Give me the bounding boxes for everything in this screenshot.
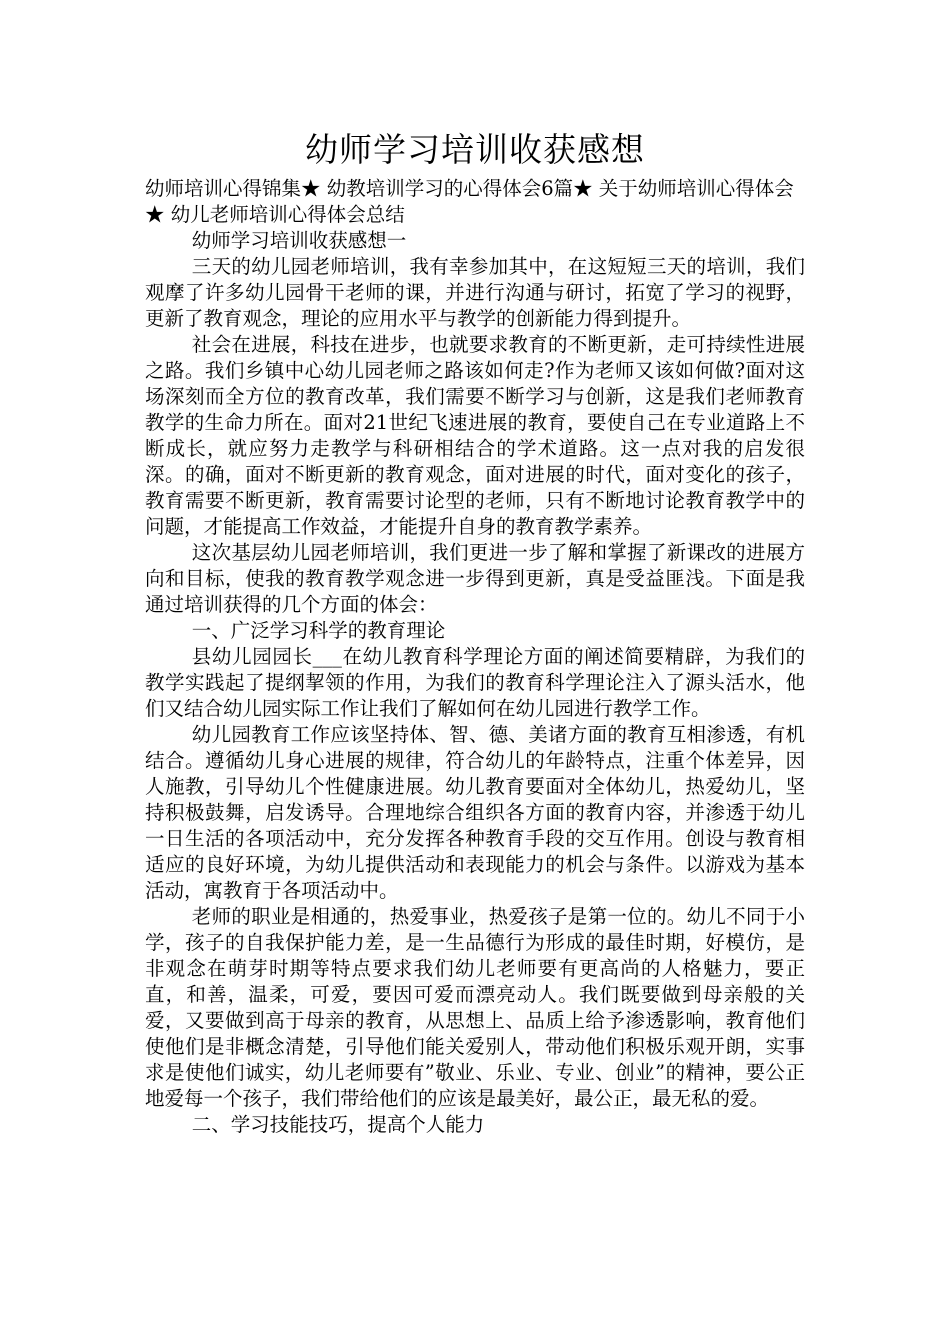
paragraph: 三天的幼儿园老师培训，我有幸参加其中，在这短短三天的培训，我们观摩了许多幼儿园骨干老师的课，并进行沟通与研讨，拓宽了学习的视野，更新了教育观念，理论的应用水平与教学的创新能力得到提升。 <box>145 255 805 330</box>
document-page <box>145 128 805 1138</box>
document-title: 幼师学习培训收获感想 <box>305 130 645 169</box>
section-heading: 二、学习技能技巧，提高个人能力 <box>191 1113 485 1136</box>
section-heading: 一、广泛学习科学的教育理论 <box>191 619 446 642</box>
related-links: 幼师培训心得锦集★ 幼教培训学习的心得体会6篇★ 关于幼师培训心得体会★ 幼儿老师培训心得体会总结 <box>145 177 794 226</box>
paragraph: 幼儿园教育工作应该坚持体、智、德、美诸方面的教育互相渗透，有机结合。遵循幼儿身心进展的规律，符合幼儿的年龄特点，注重个体差异，因人施教，引导幼儿个性健康进展。幼儿教育要面对全体幼儿，热爱幼儿，坚持积极鼓舞，启发诱导。合理地综合组织各方面的教育内容，并渗透于幼儿一日生活的各项活动中，充分发挥各种教育手段的交互作用。创设与教育相适应的良好环境，为幼儿提供活动和表现能力的机会与条件。以游戏为基本活动，寓教育于各项活动中。 <box>145 723 805 902</box>
document-subtitle: 幼师学习培训收获感想一 <box>191 229 407 252</box>
paragraph: 县幼儿园园长___在幼儿教育科学理论方面的阐述简要精辟，为我们的教学实践起了提纲挈领的作用，为我们的教育科学理论注入了源头活水，他们又结合幼儿园实际工作让我们了解如何在幼儿园进行教学工作。 <box>145 645 805 720</box>
paragraph: 老师的职业是相通的，热爱事业，热爱孩子是第一位的。幼儿不同于小学，孩子的自我保护能力差，是一生品德行为形成的最佳时期，好模仿，是非观念在萌芽时期等特点要求我们幼儿老师要有更高尚的人格魅力，要正直，和善，温柔，可爱，要因可爱而漂亮动人。我们既要做到母亲般的关爱，又要做到高于母亲的教育，从思想上、品质上给予渗透影响，教育他们使他们是非概念清楚，引导他们能关爱别人，带动他们积极乐观开朗，实事求是使他们诚实，幼儿老师要有”敬业、乐业、专业、创业”的精神，要公正地爱每一个孩子，我们带给他们的应该是最美好，最公正，最无私的爱。 <box>145 905 805 1110</box>
paragraph: 这次基层幼儿园老师培训，我们更进一步了解和掌握了新课改的进展方向和目标，使我的教育教学观念进一步得到更新，真是受益匪浅。下面是我通过培训获得的几个方面的体会： <box>145 541 805 616</box>
paragraph: 社会在进展，科技在进步，也就要求教育的不断更新，走可持续性进展之路。我们乡镇中心幼儿园老师之路该如何走?作为老师又该如何做?面对这场深刻而全方位的教育改革，我们需要不断学习与创新，这是我们老师教育教学的生命力所在。面对21世纪飞速进展的教育，要使自己在专业道路上不断成长，就应努力走教学与科研相结合的学术道路。这一点对我的启发很深。的确，面对不断更新的教育观念，面对进展的时代，面对变化的孩子，教育需要不断更新，教育需要讨论型的老师，只有不断地讨论教育教学中的问题，才能提高工作效益，才能提升自身的教育教学素养。 <box>145 333 805 538</box>
